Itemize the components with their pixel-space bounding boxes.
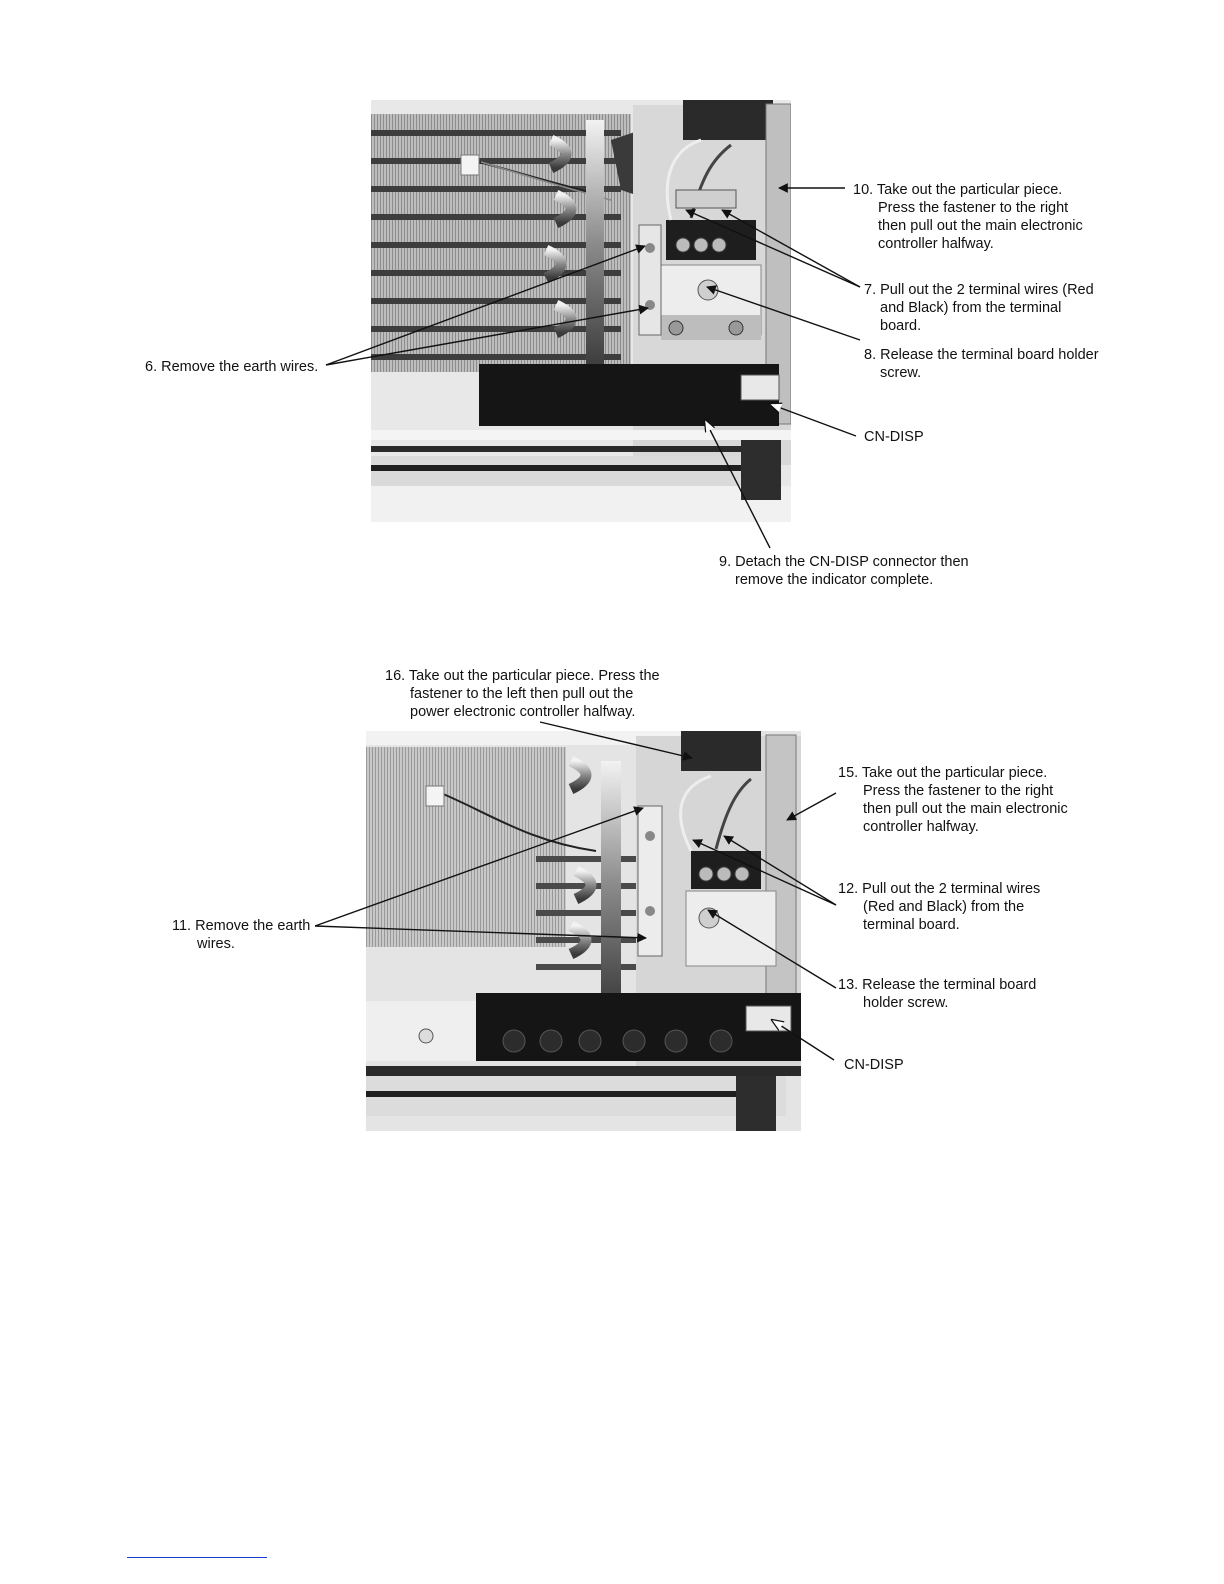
label-step-7-line2: and Black) from the terminal bbox=[880, 300, 1062, 316]
label-step-11-line2: wires. bbox=[197, 936, 235, 952]
label-step-7-line1: 7. Pull out the 2 terminal wires (Red bbox=[864, 282, 1094, 298]
label-step-6-line1: 6. Remove the earth wires. bbox=[145, 359, 319, 375]
label-step-16-line3: power electronic controller halfway. bbox=[410, 704, 636, 720]
label-cn-disp-1-text: CN-DISP bbox=[864, 429, 924, 445]
label-step-10 bbox=[853, 181, 1083, 253]
label-step-11-line1: 11. Remove the earth bbox=[172, 918, 311, 934]
label-step-15 bbox=[838, 764, 1068, 836]
label-step-6 bbox=[145, 358, 318, 376]
label-step-12-line1: 12. Pull out the 2 terminal wires bbox=[838, 881, 1041, 897]
leader-6a bbox=[326, 246, 645, 365]
leader-cn-1 bbox=[770, 404, 856, 436]
label-step-15-line3: then pull out the main electronic bbox=[863, 801, 1068, 817]
label-step-16-line1: 16. Take out the particular piece. Press the bbox=[385, 668, 660, 684]
leader-8 bbox=[707, 287, 860, 340]
label-step-12-line3: terminal board. bbox=[863, 917, 960, 933]
label-step-11 bbox=[172, 917, 310, 953]
label-cn-disp-1 bbox=[864, 428, 924, 446]
leader-12b bbox=[724, 836, 836, 905]
leader-11b bbox=[315, 926, 646, 938]
leader-15 bbox=[787, 793, 836, 820]
label-step-10-line3: then pull out the main electronic bbox=[878, 218, 1083, 234]
label-step-10-line4: controller halfway. bbox=[878, 236, 994, 252]
label-step-8 bbox=[864, 346, 1099, 382]
leader-16 bbox=[540, 722, 692, 758]
label-step-9-line1: 9. Detach the CN-DISP connector then bbox=[719, 554, 969, 570]
leader-9 bbox=[705, 420, 770, 548]
label-step-7-line3: board. bbox=[880, 318, 922, 334]
leader-7b bbox=[722, 210, 860, 287]
label-step-12 bbox=[838, 880, 1040, 934]
footer-rule bbox=[127, 1557, 267, 1558]
label-step-9-line2: remove the indicator complete. bbox=[735, 572, 934, 588]
label-step-13-line2: holder screw. bbox=[863, 995, 949, 1011]
leader-7a bbox=[686, 210, 860, 287]
label-step-16-line2: fastener to the left then pull out the bbox=[410, 686, 634, 702]
label-cn-disp-2-text: CN-DISP bbox=[844, 1057, 904, 1073]
label-step-8-line1: 8. Release the terminal board holder bbox=[864, 347, 1099, 363]
leader-6b bbox=[326, 308, 648, 365]
label-step-10-line2: Press the fastener to the right bbox=[878, 200, 1069, 216]
leader-13 bbox=[708, 910, 836, 988]
label-step-13 bbox=[838, 976, 1036, 1012]
label-step-9 bbox=[719, 553, 969, 589]
label-step-15-line1: 15. Take out the particular piece. bbox=[838, 765, 1048, 781]
leader-12a bbox=[693, 840, 836, 905]
label-step-8-line2: screw. bbox=[880, 365, 922, 381]
label-step-16 bbox=[385, 667, 660, 721]
label-step-12-line2: (Red and Black) from the bbox=[863, 899, 1025, 915]
label-step-10-line1: 10. Take out the particular piece. bbox=[853, 182, 1063, 198]
label-step-15-line2: Press the fastener to the right bbox=[863, 783, 1054, 799]
label-step-13-line1: 13. Release the terminal board bbox=[838, 977, 1037, 993]
label-step-15-line4: controller halfway. bbox=[863, 819, 979, 835]
leader-cn-2 bbox=[772, 1020, 834, 1060]
label-cn-disp-2 bbox=[844, 1056, 904, 1074]
leader-11a bbox=[315, 808, 643, 926]
label-step-7 bbox=[864, 281, 1094, 335]
